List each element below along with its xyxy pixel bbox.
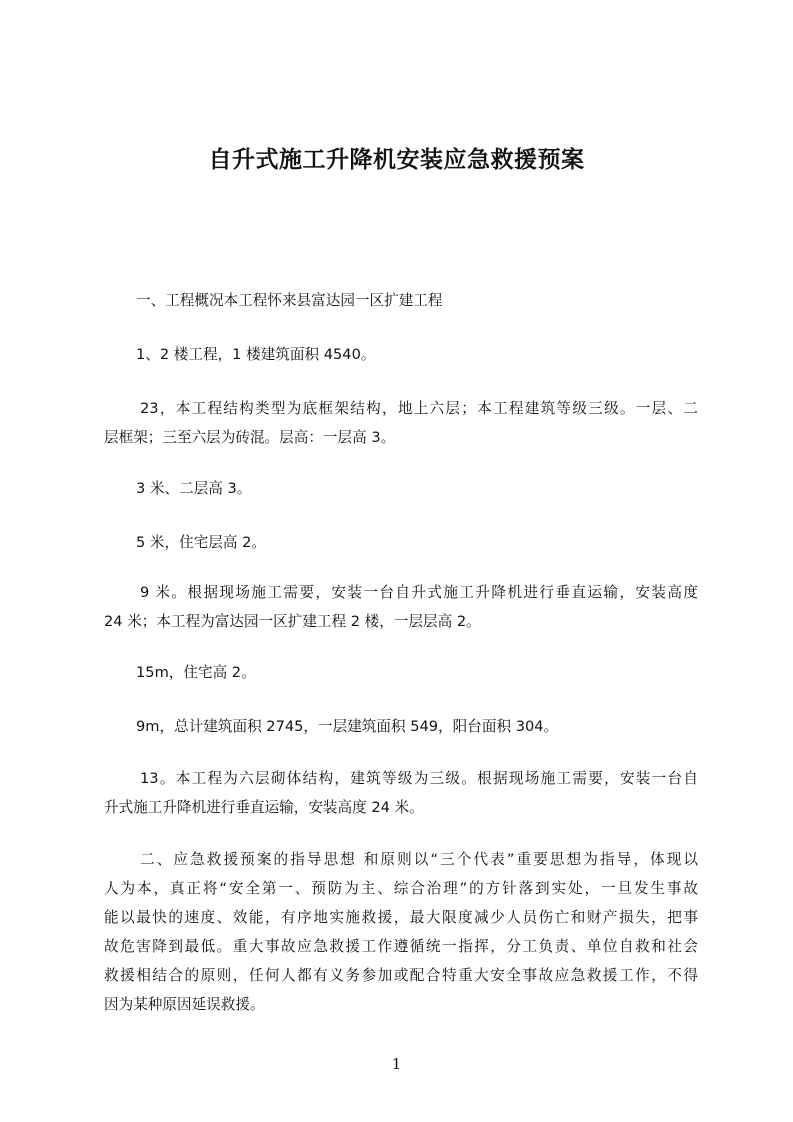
paragraph-line: 故危害降到最低。重大事故应急救援工作遵循统一指挥，分工负责、单位自救和社会: [104, 938, 698, 955]
paragraph-line: 人为本，真正将“安全第一、预防为主、综合治理”的方针落到实处，一旦发生事故: [104, 880, 698, 897]
paragraph-line: 二、应急救援预案的指导思想 和原则以“三个代表”重要思想为指导，体现以: [140, 851, 698, 868]
paragraph-floor-height-2: [136, 528, 696, 557]
paragraph-line: 13。本工程为六层砌体结构，建筑等级为三级。根据现场施工需要，安装一台自: [140, 770, 698, 787]
paragraph-line: 升式施工升降机进行垂直运输，安装高度 24 米。: [104, 799, 424, 816]
paragraph-line: 救援相结合的原则，任何人都有义务参加或配合特重大安全事故应急救援工作，不得: [104, 967, 698, 984]
page-number: 1: [391, 1055, 402, 1073]
paragraph-line: 15m，住宅高 2。: [136, 664, 256, 681]
paragraph-masonry-structure: [104, 764, 698, 822]
paragraph-line: 24 米；本工程为富达园一区扩建工程 2 楼，一层层高 2。: [104, 613, 481, 630]
paragraph-line: 9m，总计建筑面积 2745，一层建筑面积 549，阳台面积 304。: [136, 718, 559, 735]
paragraph-floor-height-1: [136, 474, 696, 503]
paragraph-line: 1、2 楼工程，1 楼建筑面积 4540。: [136, 346, 376, 363]
paragraph-residential-height: [136, 658, 696, 687]
paragraph-elevator-install: [104, 578, 698, 636]
document-title: 自升式施工升降机安装应急救援预案: [208, 147, 585, 173]
paragraph-project-overview: [136, 286, 696, 315]
paragraph-line: 能以最快的速度、效能，有序地实施救援，最大限度减少人员伤亡和财产损失，把事: [104, 909, 698, 926]
paragraph-line: 23，本工程结构类型为底框架结构，地上六层；本工程建筑等级三级。一层、二: [140, 400, 698, 417]
paragraph-line: 3 米、二层高 3。: [136, 480, 252, 497]
paragraph-line: 因为某种原因延误救援。: [104, 996, 265, 1013]
paragraph-line: 9 米。根据现场施工需要，安装一台自升式施工升降机进行垂直运输，安装高度: [140, 584, 698, 601]
paragraph-line: 层框架；三至六层为砖混。层高：一层高 3。: [104, 429, 396, 446]
paragraph-line: 5 米，住宅层高 2。: [136, 534, 267, 551]
paragraph-line: 一、工程概况本工程怀来县富达园一区扩建工程: [136, 292, 443, 309]
paragraph-total-area: [136, 712, 696, 741]
paragraph-guiding-principles: [104, 845, 698, 1019]
paragraph-structure-type: [104, 394, 698, 452]
paragraph-building-area: [136, 340, 696, 369]
